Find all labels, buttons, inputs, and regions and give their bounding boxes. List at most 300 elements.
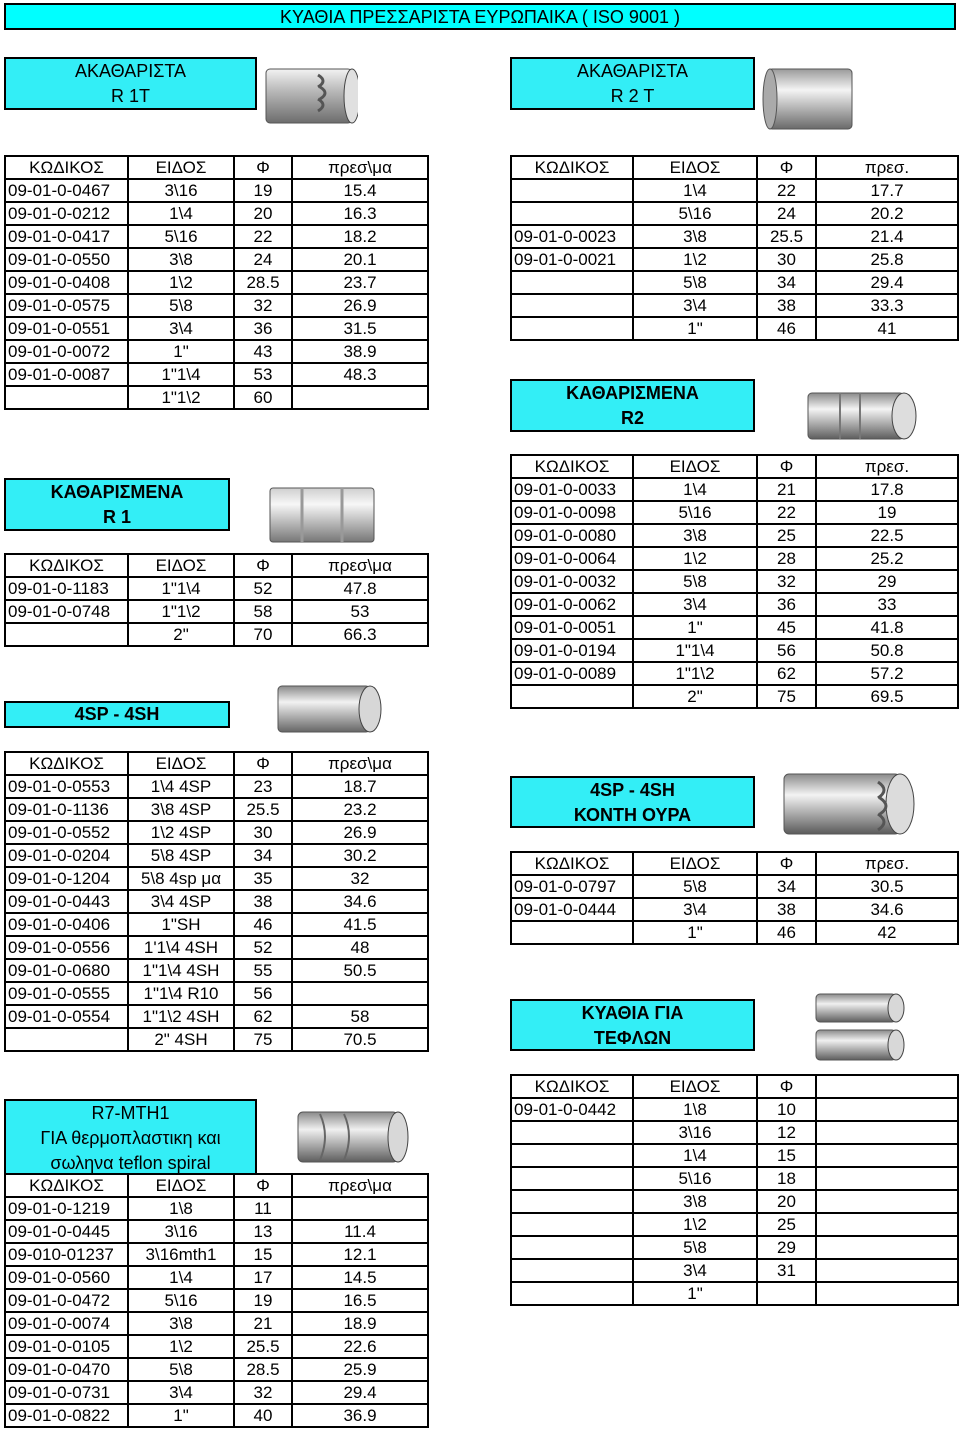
table-row xyxy=(511,179,958,202)
table-cell xyxy=(511,921,633,944)
sp4short-label-line2: ΚΟΝΤΗ ΟΥΡΑ xyxy=(573,805,692,825)
table-cell: 3\8 4SP xyxy=(128,798,234,821)
table-row xyxy=(511,1167,958,1190)
table-cell: 3\16 xyxy=(128,179,234,202)
header-cell xyxy=(816,1075,958,1098)
header-cell: ΚΩΔΙΚΟΣ xyxy=(511,852,633,875)
table-cell: 09-010-01237 xyxy=(5,1243,128,1266)
table-cell: 13 xyxy=(234,1220,292,1243)
sp4-ferrule-image xyxy=(268,682,384,738)
table-cell: 09-01-0-0444 xyxy=(511,898,633,921)
r2t-table xyxy=(510,155,959,341)
table-cell: 09-01-0-0032 xyxy=(511,570,633,593)
r2-table xyxy=(510,454,959,709)
table-cell: 09-01-0-0051 xyxy=(511,616,633,639)
table-cell: 5\16 xyxy=(128,225,234,248)
table-cell: 1" xyxy=(128,1404,234,1427)
table-cell: 3\4 4SP xyxy=(128,890,234,913)
table-header-row xyxy=(5,554,428,577)
table-cell xyxy=(511,1259,633,1282)
header-cell: ΚΩΔΙΚΟΣ xyxy=(511,156,633,179)
table-cell: 1\8 xyxy=(128,1197,234,1220)
table-cell: 3\8 xyxy=(633,225,757,248)
r2t-label xyxy=(510,57,755,110)
table-cell: 09-01-0-0554 xyxy=(5,1005,128,1028)
table-row xyxy=(511,1236,958,1259)
table-row xyxy=(511,875,958,898)
r2-ferrule-image xyxy=(790,385,920,447)
table-cell: 18.2 xyxy=(292,225,428,248)
table-cell: 5\16 xyxy=(633,501,757,524)
table-row xyxy=(511,271,958,294)
table-cell: 1" xyxy=(633,921,757,944)
table-cell: 1\8 xyxy=(633,1098,757,1121)
table-row xyxy=(5,623,428,646)
table-cell: 2" xyxy=(633,685,757,708)
table-row xyxy=(511,1259,958,1282)
table-cell: 23 xyxy=(234,775,292,798)
r1-ferrule-image xyxy=(262,482,382,548)
table-row xyxy=(511,1098,958,1121)
table-row xyxy=(511,921,958,944)
sp4-table xyxy=(4,751,429,1052)
table-cell: 25.9 xyxy=(292,1358,428,1381)
r1t-label-line2: R 1T xyxy=(110,86,150,106)
table-cell xyxy=(511,294,633,317)
table-cell: 1" xyxy=(633,616,757,639)
table-cell: 38 xyxy=(757,898,816,921)
table-cell: 5\8 xyxy=(633,1236,757,1259)
table-row xyxy=(511,639,958,662)
table-cell xyxy=(511,1144,633,1167)
table-cell: 38 xyxy=(757,294,816,317)
table-row xyxy=(5,821,428,844)
table-cell: 1\2 xyxy=(633,248,757,271)
r1t-label xyxy=(4,57,257,110)
r1t-ferrule-image xyxy=(258,63,358,129)
r7-table xyxy=(4,1173,429,1428)
table-cell xyxy=(511,1121,633,1144)
table-cell: 20.2 xyxy=(816,202,958,225)
table-cell: 09-01-0-1183 xyxy=(5,577,128,600)
table-cell: 5\8 xyxy=(633,271,757,294)
header-cell: ΕΙΔΟΣ xyxy=(128,554,234,577)
teflon-label-line2: ΤΕΦΛΩΝ xyxy=(593,1028,672,1048)
teflon-ferrule-images xyxy=(808,990,908,1066)
table-cell: 1"1\2 4SH xyxy=(128,1005,234,1028)
table-cell: 70 xyxy=(234,623,292,646)
r1-label-line2: R 1 xyxy=(102,507,131,527)
table-cell: 1"1\2 xyxy=(128,386,234,409)
table-cell: 47.8 xyxy=(292,577,428,600)
table-cell: 34 xyxy=(757,875,816,898)
table-cell: 1\4 xyxy=(633,179,757,202)
r2-label-line1: ΚΑΘΑΡΙΣΜΕΝΑ xyxy=(566,383,699,403)
table-row xyxy=(5,982,428,1005)
table-cell: 30.5 xyxy=(816,875,958,898)
r2-label xyxy=(510,379,755,432)
table-cell: 09-01-0-0680 xyxy=(5,959,128,982)
table-header-row xyxy=(5,156,428,179)
table-cell: 17.7 xyxy=(816,179,958,202)
table-row xyxy=(5,248,428,271)
table-cell: 09-01-0-1204 xyxy=(5,867,128,890)
table-cell xyxy=(292,982,428,1005)
table-row xyxy=(511,898,958,921)
table-cell: 62 xyxy=(757,662,816,685)
table-cell: 70.5 xyxy=(292,1028,428,1051)
table-cell: 32 xyxy=(234,1381,292,1404)
table-cell: 31.5 xyxy=(292,317,428,340)
header-cell: ΚΩΔΙΚΟΣ xyxy=(511,1075,633,1098)
table-cell: 32 xyxy=(234,294,292,317)
table-header-row xyxy=(5,752,428,775)
table-cell: 11.4 xyxy=(292,1220,428,1243)
table-cell: 29.4 xyxy=(816,271,958,294)
header-cell: ΕΙΔΟΣ xyxy=(128,1174,234,1197)
table-cell: 48 xyxy=(292,936,428,959)
table-row xyxy=(5,577,428,600)
table-cell: 1" xyxy=(633,1282,757,1305)
page-title: ΚΥΑΘΙΑ ΠΡΕΣΣΑΡΙΣΤΑ ΕΥΡΩΠΑΙΚΑ ( ISO 9001 ) xyxy=(4,3,956,30)
table-cell xyxy=(816,1098,958,1121)
table-row xyxy=(5,340,428,363)
table-cell: 28.5 xyxy=(234,1358,292,1381)
table-cell xyxy=(511,1167,633,1190)
teflon-label-line1: ΚΥΑΘΙΑ ΓΙΑ xyxy=(581,1003,684,1023)
table-cell: 09-01-0-1219 xyxy=(5,1197,128,1220)
table-cell: 1\4 xyxy=(128,1266,234,1289)
table-row xyxy=(5,1335,428,1358)
table-row xyxy=(5,1197,428,1220)
table-cell: 1\2 xyxy=(128,1335,234,1358)
table-cell: 1\4 xyxy=(633,1144,757,1167)
table-cell: 3\4 xyxy=(633,294,757,317)
table-cell: 25.2 xyxy=(816,547,958,570)
sp4short-ferrule-image xyxy=(778,768,918,840)
table-cell: 1\4 xyxy=(128,202,234,225)
table-cell: 09-01-0-0408 xyxy=(5,271,128,294)
table-cell: 28.5 xyxy=(234,271,292,294)
table-cell xyxy=(511,202,633,225)
header-cell: ΚΩΔΙΚΟΣ xyxy=(5,156,128,179)
table-cell xyxy=(816,1236,958,1259)
header-cell: ΚΩΔΙΚΟΣ xyxy=(5,752,128,775)
header-cell: πρεσ. xyxy=(816,455,958,478)
table-row xyxy=(5,867,428,890)
table-row xyxy=(5,1312,428,1335)
table-row xyxy=(511,225,958,248)
sp4short-label xyxy=(510,776,755,828)
table-cell: 21 xyxy=(757,478,816,501)
table-cell: 09-01-0-0822 xyxy=(5,1404,128,1427)
table-row xyxy=(5,202,428,225)
table-header-row xyxy=(511,455,958,478)
table-cell: 33 xyxy=(816,593,958,616)
table-cell: 09-01-0-0072 xyxy=(5,340,128,363)
table-row xyxy=(511,616,958,639)
table-cell: 50.8 xyxy=(816,639,958,662)
table-cell: 1"1\2 xyxy=(633,662,757,685)
header-cell: Φ xyxy=(234,752,292,775)
sp4-label: 4SP - 4SH xyxy=(4,701,230,728)
table-cell: 09-01-0-0748 xyxy=(5,600,128,623)
table-cell: 18.9 xyxy=(292,1312,428,1335)
header-cell: πρεσ\μα xyxy=(292,752,428,775)
header-cell: ΕΙΔΟΣ xyxy=(633,1075,757,1098)
table-row xyxy=(5,890,428,913)
table-cell: 09-01-0-0023 xyxy=(511,225,633,248)
table-row xyxy=(511,478,958,501)
table-row xyxy=(5,1220,428,1243)
table-row xyxy=(511,593,958,616)
table-cell: 1" xyxy=(633,317,757,340)
table-cell xyxy=(511,1236,633,1259)
sp4short-label-line1: 4SP - 4SH xyxy=(590,780,675,800)
table-row xyxy=(511,501,958,524)
table-row xyxy=(5,1005,428,1028)
table-cell: 25.5 xyxy=(757,225,816,248)
table-cell xyxy=(5,623,128,646)
table-cell: 22 xyxy=(234,225,292,248)
table-cell: 15 xyxy=(234,1243,292,1266)
table-cell: 52 xyxy=(234,577,292,600)
table-cell: 40 xyxy=(234,1404,292,1427)
table-cell: 19 xyxy=(234,1289,292,1312)
table-cell: 22.6 xyxy=(292,1335,428,1358)
table-cell: 09-01-0-0575 xyxy=(5,294,128,317)
table-cell: 09-01-0-0443 xyxy=(5,890,128,913)
table-cell: 21 xyxy=(234,1312,292,1335)
table-cell: 25 xyxy=(757,1213,816,1236)
table-cell: 45 xyxy=(757,616,816,639)
table-cell: 5\16 xyxy=(633,1167,757,1190)
table-cell: 29 xyxy=(757,1236,816,1259)
table-cell: 18 xyxy=(757,1167,816,1190)
table-cell: 15 xyxy=(757,1144,816,1167)
table-cell: 36 xyxy=(757,593,816,616)
table-cell: 58 xyxy=(292,1005,428,1028)
table-cell: 09-01-0-0553 xyxy=(5,775,128,798)
table-cell: 09-01-0-0472 xyxy=(5,1289,128,1312)
table-cell: 09-01-0-0552 xyxy=(5,821,128,844)
table-cell: 09-01-0-0442 xyxy=(511,1098,633,1121)
table-cell: 69.5 xyxy=(816,685,958,708)
table-cell: 1"1\4 xyxy=(633,639,757,662)
table-cell: 3\16 xyxy=(128,1220,234,1243)
table-row xyxy=(5,936,428,959)
table-cell xyxy=(816,1121,958,1144)
table-cell: 1"1\4 xyxy=(128,363,234,386)
table-cell: 1\2 4SP xyxy=(128,821,234,844)
table-cell: 09-01-0-0731 xyxy=(5,1381,128,1404)
table-cell: 1\2 xyxy=(633,547,757,570)
table-cell xyxy=(816,1190,958,1213)
header-cell: Φ xyxy=(757,156,816,179)
r1-table xyxy=(4,553,429,647)
r1-label-line1: ΚΑΘΑΡΙΣΜΕΝΑ xyxy=(50,482,184,502)
table-cell xyxy=(511,685,633,708)
table-cell: 09-01-0-0797 xyxy=(511,875,633,898)
table-cell: 1'1\4 4SH xyxy=(128,936,234,959)
table-cell: 12.1 xyxy=(292,1243,428,1266)
header-cell: ΕΙΔΟΣ xyxy=(633,852,757,875)
table-cell: 3\4 xyxy=(633,593,757,616)
table-cell xyxy=(5,386,128,409)
table-row xyxy=(5,1266,428,1289)
table-cell: 09-01-0-0204 xyxy=(5,844,128,867)
table-cell: 46 xyxy=(757,317,816,340)
table-cell: 5\16 xyxy=(128,1289,234,1312)
table-cell xyxy=(816,1167,958,1190)
table-cell: 09-01-0-0555 xyxy=(5,982,128,1005)
table-row xyxy=(5,1243,428,1266)
table-cell: 30.2 xyxy=(292,844,428,867)
table-header-row xyxy=(511,1075,958,1098)
table-cell: 09-01-0-0033 xyxy=(511,478,633,501)
header-cell: ΕΙΔΟΣ xyxy=(128,156,234,179)
table-cell: 09-01-0-0212 xyxy=(5,202,128,225)
table-row xyxy=(511,570,958,593)
table-cell: 11 xyxy=(234,1197,292,1220)
header-cell: ΕΙΔΟΣ xyxy=(633,455,757,478)
teflon-label xyxy=(510,999,755,1051)
table-cell xyxy=(292,1197,428,1220)
table-row xyxy=(5,1404,428,1427)
table-cell: 30 xyxy=(757,248,816,271)
table-cell: 38 xyxy=(234,890,292,913)
r7-label-line3: σωληνα teflon spiral xyxy=(50,1153,211,1173)
table-cell xyxy=(511,317,633,340)
header-cell: Φ xyxy=(757,1075,816,1098)
table-cell xyxy=(757,1282,816,1305)
table-header-row xyxy=(511,156,958,179)
table-cell: 19 xyxy=(234,179,292,202)
table-cell: 09-01-0-0550 xyxy=(5,248,128,271)
table-cell: 1"1\4 R10 xyxy=(128,982,234,1005)
table-cell: 1\2 xyxy=(128,271,234,294)
table-cell: 32 xyxy=(292,867,428,890)
table-row xyxy=(511,1213,958,1236)
table-row xyxy=(5,1289,428,1312)
header-cell: Φ xyxy=(757,852,816,875)
table-cell: 09-01-0-0021 xyxy=(511,248,633,271)
table-row xyxy=(5,775,428,798)
table-cell: 41.8 xyxy=(816,616,958,639)
table-cell xyxy=(816,1259,958,1282)
table-row xyxy=(5,271,428,294)
header-cell: ΚΩΔΙΚΟΣ xyxy=(511,455,633,478)
table-cell: 24 xyxy=(234,248,292,271)
table-cell: 58 xyxy=(234,600,292,623)
table-row xyxy=(5,363,428,386)
table-cell: 09-01-0-0445 xyxy=(5,1220,128,1243)
table-cell: 29 xyxy=(816,570,958,593)
r2t-label-line2: R 2 T xyxy=(610,86,655,106)
header-cell: Φ xyxy=(234,156,292,179)
table-cell: 22 xyxy=(757,501,816,524)
table-row xyxy=(5,913,428,936)
table-cell: 09-01-0-0417 xyxy=(5,225,128,248)
table-cell: 31 xyxy=(757,1259,816,1282)
table-cell: 66.3 xyxy=(292,623,428,646)
table-cell: 14.5 xyxy=(292,1266,428,1289)
table-row xyxy=(511,662,958,685)
r7-label-line2: ΓΙΑ θερμοπλαστικη και xyxy=(40,1128,221,1148)
table-cell: 56 xyxy=(757,639,816,662)
table-cell: 62 xyxy=(234,1005,292,1028)
table-cell: 09-01-0-0194 xyxy=(511,639,633,662)
table-cell: 09-01-0-0105 xyxy=(5,1335,128,1358)
table-cell xyxy=(5,1028,128,1051)
table-cell: 34 xyxy=(757,271,816,294)
table-cell: 09-01-0-0087 xyxy=(5,363,128,386)
table-cell: 23.7 xyxy=(292,271,428,294)
table-cell xyxy=(816,1144,958,1167)
header-cell: πρεσ. xyxy=(816,156,958,179)
table-row xyxy=(5,317,428,340)
table-cell: 20 xyxy=(234,202,292,225)
table-cell xyxy=(816,1282,958,1305)
table-cell: 50.5 xyxy=(292,959,428,982)
table-cell: 18.7 xyxy=(292,775,428,798)
header-cell: πρεσ. xyxy=(816,852,958,875)
table-cell: 25 xyxy=(757,524,816,547)
table-cell xyxy=(511,1213,633,1236)
r1t-label-line1: ΑΚΑΘΑΡΙΣΤΑ xyxy=(74,61,187,81)
header-cell: πρεσ\μα xyxy=(292,156,428,179)
table-cell: 09-01-0-0062 xyxy=(511,593,633,616)
table-row xyxy=(5,798,428,821)
table-cell: 2" xyxy=(128,623,234,646)
table-cell: 09-01-0-1136 xyxy=(5,798,128,821)
table-cell: 52 xyxy=(234,936,292,959)
table-cell: 1"1\4 4SH xyxy=(128,959,234,982)
table-cell: 25.5 xyxy=(234,798,292,821)
header-cell: ΕΙΔΟΣ xyxy=(633,156,757,179)
table-cell: 20 xyxy=(757,1190,816,1213)
table-cell: 10 xyxy=(757,1098,816,1121)
table-cell xyxy=(511,271,633,294)
table-row xyxy=(5,386,428,409)
header-cell: Φ xyxy=(757,455,816,478)
table-row xyxy=(5,959,428,982)
table-cell: 38.9 xyxy=(292,340,428,363)
table-cell: 09-01-0-0406 xyxy=(5,913,128,936)
table-cell: 46 xyxy=(757,921,816,944)
table-cell: 30 xyxy=(234,821,292,844)
table-cell: 09-01-0-0089 xyxy=(511,662,633,685)
table-row xyxy=(511,294,958,317)
table-cell: 3\8 xyxy=(128,1312,234,1335)
table-row xyxy=(511,1121,958,1144)
table-cell: 34.6 xyxy=(292,890,428,913)
r2t-ferrule-image xyxy=(758,63,858,135)
table-row xyxy=(511,1282,958,1305)
table-cell: 26.9 xyxy=(292,821,428,844)
table-row xyxy=(511,317,958,340)
table-cell: 16.5 xyxy=(292,1289,428,1312)
table-cell: 5\8 xyxy=(633,570,757,593)
table-row xyxy=(5,600,428,623)
table-cell: 32 xyxy=(757,570,816,593)
table-cell: 1"1\4 xyxy=(128,577,234,600)
table-cell: 22.5 xyxy=(816,524,958,547)
table-row xyxy=(511,202,958,225)
table-cell: 3\16 xyxy=(633,1121,757,1144)
table-cell xyxy=(511,179,633,202)
table-row xyxy=(5,294,428,317)
